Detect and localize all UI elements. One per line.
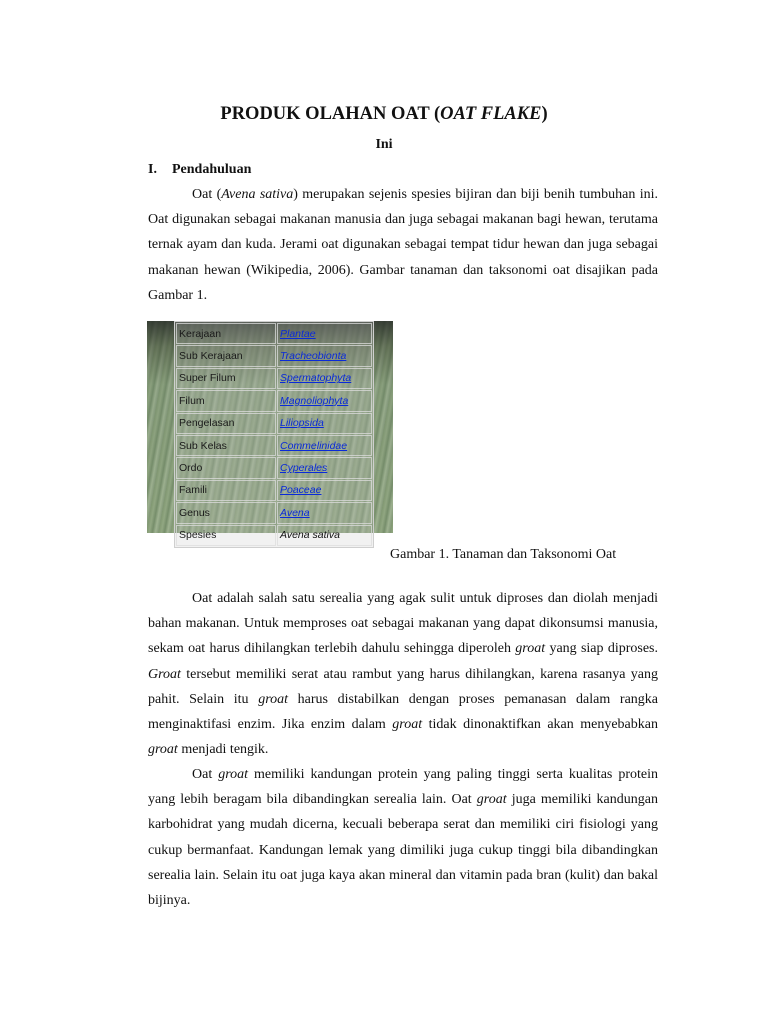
p3-text-e: juga memiliki kandungan karbohidrat yang mudah dicerna, kecuali beberapa serat dan memiliki ciri fisiologi yang cukup bermanfaat. Kandungan lemak yang dimiliki juga cukup tinggi bila dibandingkan serealia lain. Selain itu oat juga kaya akan mineral dan vitamin pada bran (kulit) dan bakal bijinya.	[148, 792, 658, 909]
taxonomy-row	[176, 323, 372, 344]
taxonomy-link[interactable]: Tracheobionta	[277, 345, 372, 366]
taxonomy-link[interactable]: Liliopsida	[277, 413, 372, 434]
taxonomy-rank: Filum	[176, 390, 276, 411]
taxonomy-rank: Spesies	[176, 525, 276, 546]
p2-text-i: tidak dinonaktifkan akan menyebabkan	[422, 717, 658, 733]
taxonomy-row	[176, 368, 372, 389]
taxonomy-rank: Super Filum	[176, 368, 276, 389]
taxonomy-link[interactable]: Magnoliophyta	[277, 390, 372, 411]
p2-text-c: yang siap diproses.	[545, 641, 658, 657]
taxonomy-table	[174, 321, 374, 548]
paragraph-3	[148, 762, 658, 913]
taxonomy-rank: Pengelasan	[176, 413, 276, 434]
p2-italic-j: groat	[148, 742, 178, 758]
title-suffix: )	[541, 104, 548, 124]
p2-text-g: harus distabilkan dengan proses pemanasan dalam rangka menginaktifasi enzim. Jika enzim dalam	[148, 691, 658, 733]
taxonomy-link[interactable]: Plantae	[277, 323, 372, 344]
taxonomy-row	[176, 480, 372, 501]
taxonomy-rank: Ordo	[176, 457, 276, 478]
p3-italic-d: groat	[476, 792, 507, 808]
figure-caption: Gambar 1. Tanaman dan Taksonomi Oat	[390, 547, 617, 562]
taxonomy-link[interactable]: Avena	[277, 502, 372, 523]
p2-italic-d: Groat	[148, 666, 181, 682]
p3-text-a: Oat	[192, 767, 219, 782]
taxonomy-link[interactable]: Poaceae	[277, 480, 372, 501]
taxonomy-row	[176, 413, 372, 434]
p2-italic-f: groat	[258, 691, 289, 707]
taxonomy-link[interactable]: Spermatophyta	[277, 368, 372, 389]
p1-text-c: ) merupakan sejenis spesies bijiran dan biji benih tumbuhan ini. Oat digunakan sebagai makanan manusia dan juga sebagai makanan bagi hewan, terutama ternak ayam dan kuda. Jerami oat digunakan sebagai tempat tidur hewan dan juga sebagai makanan hewan (Wikipedia, 2006). Gambar tanaman dan taksonomi oat disajikan pada Gambar 1.	[148, 187, 658, 303]
p2-text-k: menjadi tengik.	[177, 742, 269, 758]
taxonomy-row	[176, 525, 372, 546]
taxonomy-rank: Kerajaan	[176, 323, 276, 344]
taxonomy-rank: Genus	[176, 502, 276, 523]
p1-italic-b: Avena sativa	[221, 187, 294, 202]
taxonomy-value: Avena sativa	[277, 525, 372, 546]
p2-text-e: tersebut memiliki serat atau rambut yang harus dihilangkan, karena rasanya yang pahit. Selain itu	[148, 666, 658, 707]
p2-italic-h: groat	[392, 717, 423, 733]
p1-text-a: Oat (	[192, 187, 222, 202]
taxonomy-link[interactable]: Commelinidae	[277, 435, 372, 456]
taxonomy-rank: Sub Kelas	[176, 435, 276, 456]
taxonomy-row	[176, 390, 372, 411]
document-title	[0, 104, 768, 125]
byline: Ini	[375, 137, 393, 152]
section-heading	[148, 162, 251, 178]
taxonomy-rank: Famili	[176, 480, 276, 501]
taxonomy-row	[176, 502, 372, 523]
p3-text-c: memiliki kandungan protein yang paling tinggi serta kualitas protein yang lebih beragam bila dibandingkan serealia lain. Oat	[148, 767, 659, 808]
section-number: I.	[148, 162, 157, 177]
taxonomy-row	[176, 345, 372, 366]
taxonomy-link[interactable]: Cyperales	[277, 457, 372, 478]
taxonomy-row	[176, 435, 372, 456]
taxonomy-rank: Sub Kerajaan	[176, 345, 276, 366]
taxonomy-row	[176, 457, 372, 478]
title-prefix: PRODUK OLAHAN OAT (	[220, 104, 441, 124]
title-italic: OAT FLAKE	[440, 104, 542, 124]
p2-text-a: Oat adalah salah satu serealia yang agak sulit untuk diproses dan diolah menjadi bahan makanan. Untuk memproses oat sebagai makanan yang dapat dikonsumsi manusia, sekam oat harus dihilangkan terlebih dahulu sehingga diperoleh	[148, 591, 658, 657]
section-title: Pendahuluan	[172, 162, 252, 177]
paragraph-1	[148, 182, 658, 308]
paragraph-2	[148, 586, 658, 762]
p3-italic-b: groat	[218, 767, 249, 782]
p2-italic-b: groat	[515, 641, 546, 657]
